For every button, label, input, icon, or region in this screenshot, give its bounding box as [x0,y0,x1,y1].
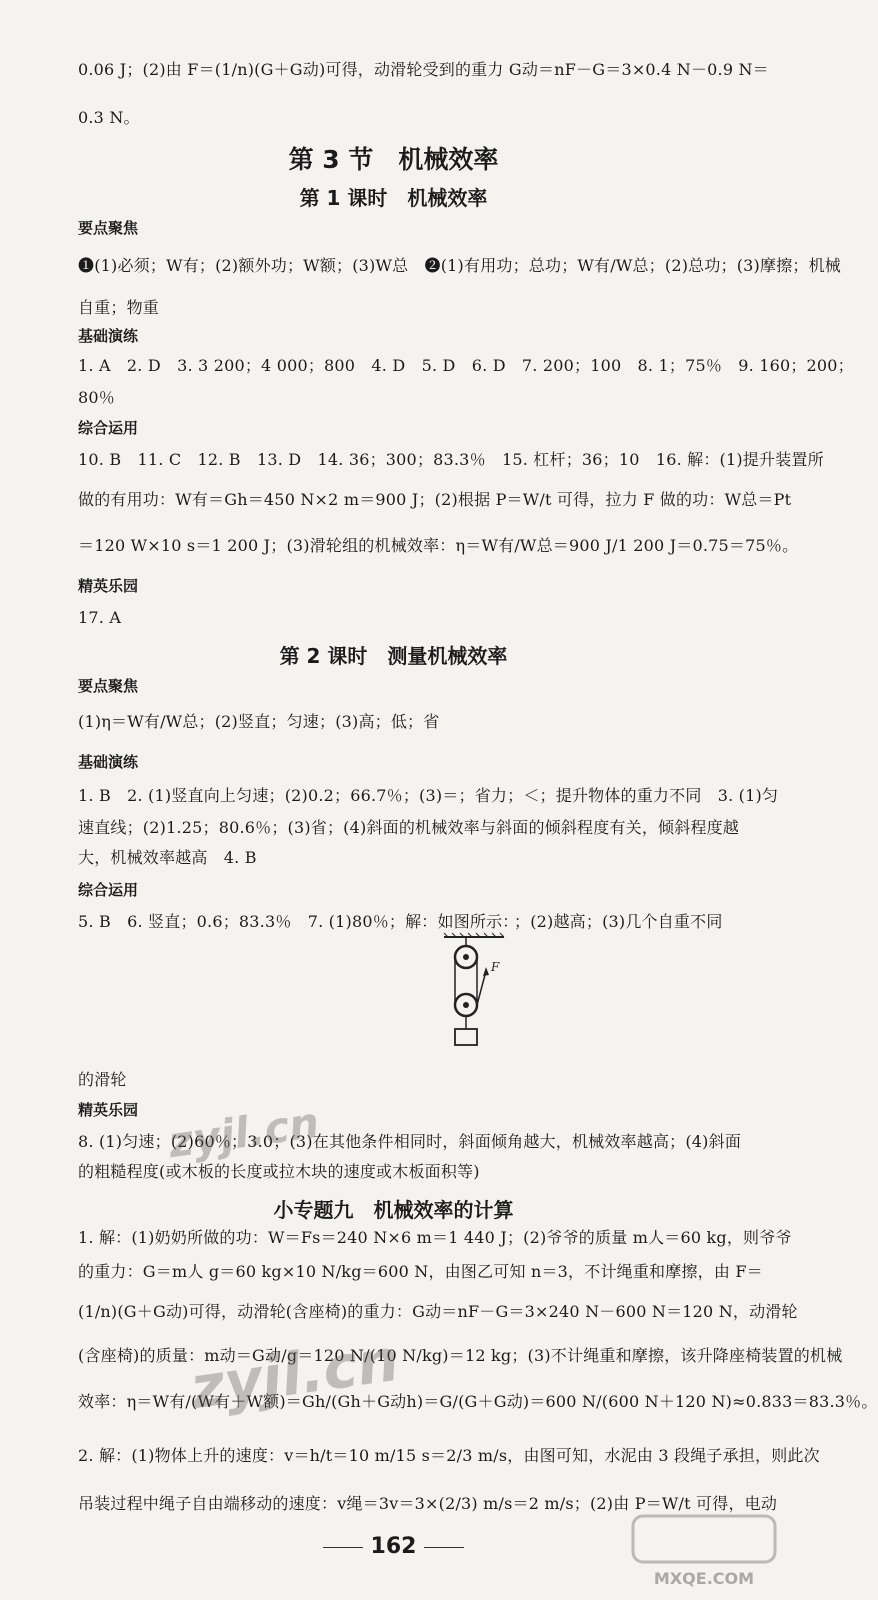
watermark: zyjl.cn [165,1097,323,1168]
text-line: 80％ [78,388,115,407]
text-line: 的滑轮 [78,1070,127,1089]
stamp-text: MXQE.COM [653,1569,755,1588]
subsection-heading: 综合运用 [78,881,139,899]
lesson-title: 第 1 课时 机械效率 [299,186,488,210]
text-line: 2. 解：(1)物体上升的速度：v＝h/t＝10 m/15 s＝2/3 m/s，由图可知，水泥由 3 段绳子承担，则此次 [78,1446,820,1465]
subsection-heading: 基础演练 [78,327,139,345]
text-line: 吊装过程中绳子自由端移动的速度：v绳＝3v＝3×(2/3) m/s＝2 m/s；(2)由 P＝W/t 可得，电动 [78,1494,778,1513]
pulley-figure [438,933,513,1053]
text-line: ；(2)越高；(3)几个自重不同 [514,912,723,931]
watermark: zyjl.cn [186,1325,403,1423]
text-line: 做的有用功：W有＝Gh＝450 N×2 m＝900 J；(2)根据 P＝W/t 可得，拉力 F 做的功：W总＝Pt [78,490,792,509]
text-line: 自重；物重 [78,298,160,317]
subsection-heading: 综合运用 [78,419,139,437]
text-line: 的重力：G＝m人 g＝60 kg×10 N/kg＝600 N，由图乙可知 n＝3，不计绳重和摩擦，由 F＝ [78,1262,763,1281]
text-line: 的粗糙程度(或木板的长度或拉木块的速度或木板面积等) [78,1162,480,1181]
text-line: 1. 解：(1)奶奶所做的功：W＝Fs＝240 N×6 m＝1 440 J；(2)爷爷的质量 m人＝60 kg，则爷爷 [78,1228,792,1247]
subsection-heading: 要点聚焦 [78,677,139,695]
text-line: 0.06 J；(2)由 F＝(1/n)(G＋G动)可得，动滑轮受到的重力 G动＝nF－G＝3×0.4 N－0.9 N＝ [78,60,769,79]
text-line: 17. A [78,608,122,627]
subsection-heading: 要点聚焦 [78,219,139,237]
text-line: 1. A 2. D 3. 3 200；4 000；800 4. D 5. D 6. D 7. 200；100 8. 1；75％ 9. 160；200； [78,356,854,375]
text-line: 10. B 11. C 12. B 13. D 14. 36；300；83.3％ 15. 杠杆；36；10 16. 解：(1)提升装置所 [78,450,824,469]
text-line: 0.3 N。 [78,108,140,127]
text-line: (含座椅)的质量：m动＝G动/g＝120 N/(10 N/kg)＝12 kg；(3)不计绳重和摩擦，该升降座椅装置的机械 [78,1346,843,1365]
text-line: ❶(1)必须；W有；(2)额外功；W额；(3)W总 ❷(1)有用功；总功；W有/W总；(2)总功；(3)摩擦；机械 [78,256,842,275]
force-label: F [491,960,500,974]
text-line: 大，机械效率越高 4. B [78,848,257,867]
page-number: 162 [0,1534,787,1559]
topic-title: 小专题九 机械效率的计算 [273,1198,514,1222]
site-stamp [629,1512,779,1590]
text-line: (1/n)(G＋G动)可得，动滑轮(含座椅)的重力：G动＝nF－G＝3×240 N－600 N＝120 N，动滑轮 [78,1302,798,1321]
text-line: 1. B 2. (1)竖直向上匀速；(2)0.2；66.7％；(3)＝；省力；＜；提升物体的重力不同 3. (1)匀 [78,786,779,805]
subsection-heading: 基础演练 [78,753,139,771]
text-line: ＝120 W×10 s＝1 200 J；(3)滑轮组的机械效率：η＝W有/W总＝900 J/1 200 J＝0.75＝75％。 [78,536,799,555]
text-line: 速直线；(2)1.25；80.6％；(3)省；(4)斜面的机械效率与斜面的倾斜程度有关，倾斜程度越 [78,818,740,837]
text-line: 效率：η＝W有/(W有＋W额)＝Gh/(Gh＋G动h)＝G/(G＋G动)＝600 N/(600 N＋120 N)≈0.833＝83.3％。 [78,1392,878,1411]
lesson-title: 第 2 课时 测量机械效率 [279,644,508,668]
section-title: 第 3 节 机械效率 [288,145,499,174]
text-line: (1)η＝W有/W总；(2)竖直；匀速；(3)高；低；省 [78,712,440,731]
subsection-heading: 精英乐园 [78,577,139,595]
text-line: 8. (1)匀速；(2)60％；3.0；(3)在其他条件相同时，斜面倾角越大，机械效率越高；(4)斜面 [78,1132,742,1151]
subsection-heading: 精英乐园 [78,1101,139,1119]
text-line: 5. B 6. 竖直；0.6；83.3％ 7. (1)80％；解：如图所示： [78,912,519,931]
